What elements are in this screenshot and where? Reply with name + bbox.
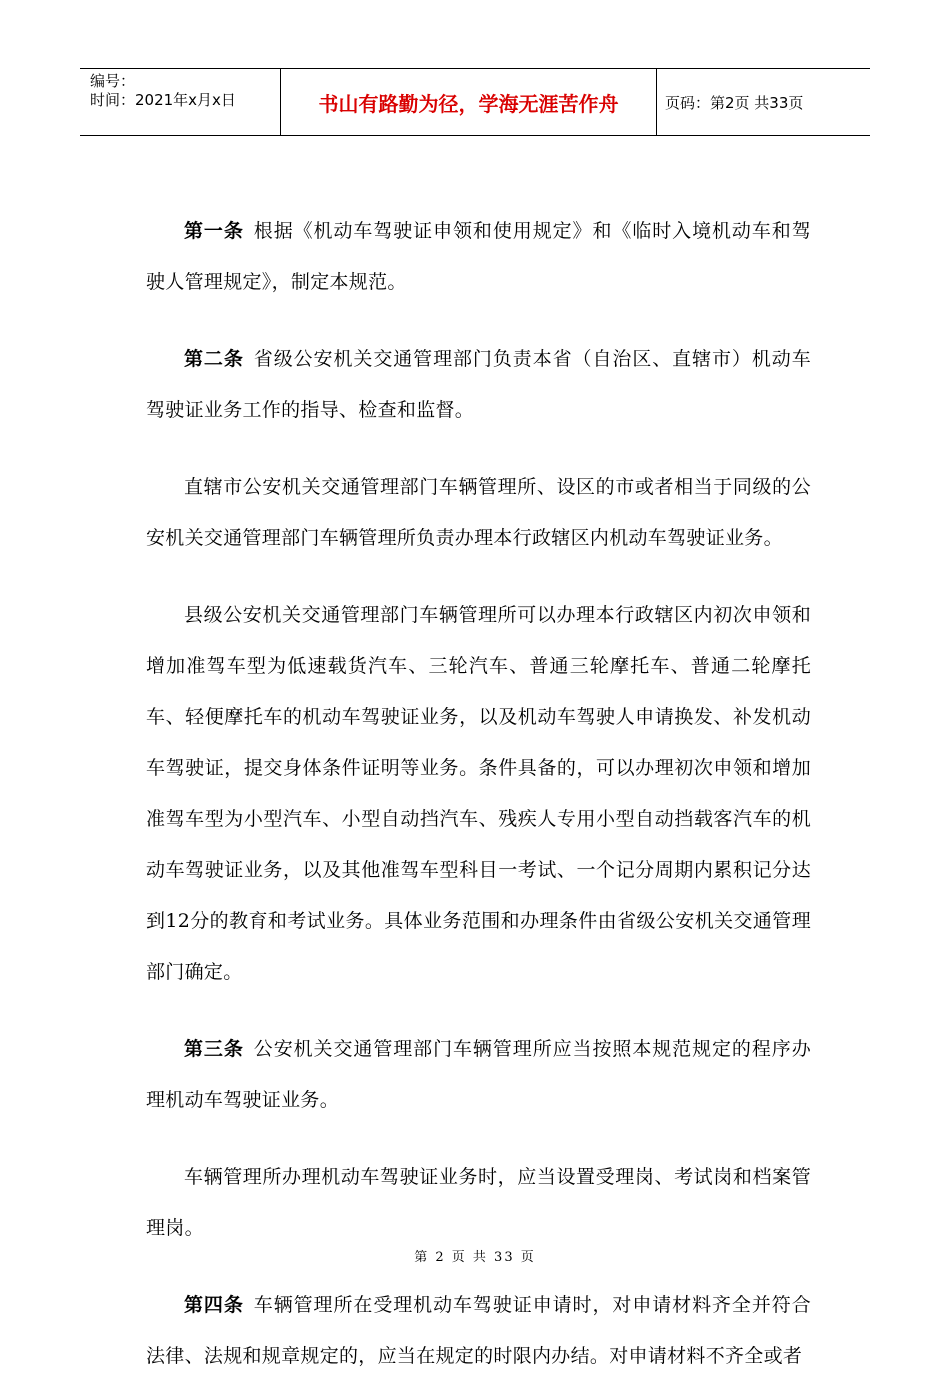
document-body [146,206,811,1382]
document-header [80,68,870,136]
header-motto: 书山有路勤为径，学海无涯苦作舟 [281,69,657,135]
article-heading: 第一条 [184,220,244,242]
header-meta-cell [80,69,281,135]
paragraph-article-4 [146,1280,811,1382]
paragraph-article-2-clause-2 [146,462,811,564]
paragraph-text: 根据《机动车驾驶证申领和使用规定》和《临时入境机动车和驾驶人管理规定》，制定本规范。 [146,220,812,293]
article-heading: 第二条 [184,348,244,370]
paragraph-text: 车辆管理所办理机动车驾驶证业务时，应当设置受理岗、考试岗和档案管理岗。 [146,1166,811,1239]
paragraph-text: 县级公安机关交通管理部门车辆管理所可以办理本行政辖区内初次申领和增加准驾车型为低速载货汽车、三轮汽车、普通三轮摩托车、普通二轮摩托车、轻便摩托车的机动车驾驶证业务，以及机动车驾驶人申请换发、补发机动车驾驶证，提交身体条件证明等业务。条件具备的，可以办理初次申领和增加准驾车型为小型汽车、小型自动挡汽车、残疾人专用小型自动挡载客汽车的机动车驾驶证业务，以及其他准驾车型科目一考试、一个记分周期内累积记分达到12分的教育和考试业务。具体业务范围和办理条件由省级公安机关交通管理部门确定。 [146,604,811,983]
number-label: 编号： [90,72,136,90]
page-footer: 第 2 页 共 33 页 [414,1250,536,1265]
paragraph-article-1 [146,206,811,308]
paragraph-text: 直辖市公安机关交通管理部门车辆管理所、设区的市或者相当于同级的公安机关交通管理部门车辆管理所负责办理本行政辖区内机动车驾驶证业务。 [146,476,811,549]
time-label: 时间：2021年x月x日 [90,91,236,109]
paragraph-article-3 [146,1024,811,1126]
header-page-info: 页码：第2页 共33页 [665,94,804,112]
paragraph-article-2-clause-3 [146,590,811,998]
paragraph-article-2 [146,334,811,436]
paragraph-text: 公安机关交通管理部门车辆管理所应当按照本规范规定的程序办理机动车驾驶证业务。 [146,1038,812,1111]
paragraph-article-3-clause-2 [146,1152,811,1254]
article-heading: 第四条 [184,1294,244,1316]
paragraph-text: 省级公安机关交通管理部门负责本省（自治区、直辖市）机动车驾驶证业务工作的指导、检查和监督。 [146,348,812,421]
article-heading: 第三条 [184,1038,244,1060]
paragraph-text: 车辆管理所在受理机动车驾驶证申请时，对申请材料齐全并符合法律、法规和规章规定的，应当在规定的时限内办结。对申请材料不齐全或者 [146,1294,812,1367]
